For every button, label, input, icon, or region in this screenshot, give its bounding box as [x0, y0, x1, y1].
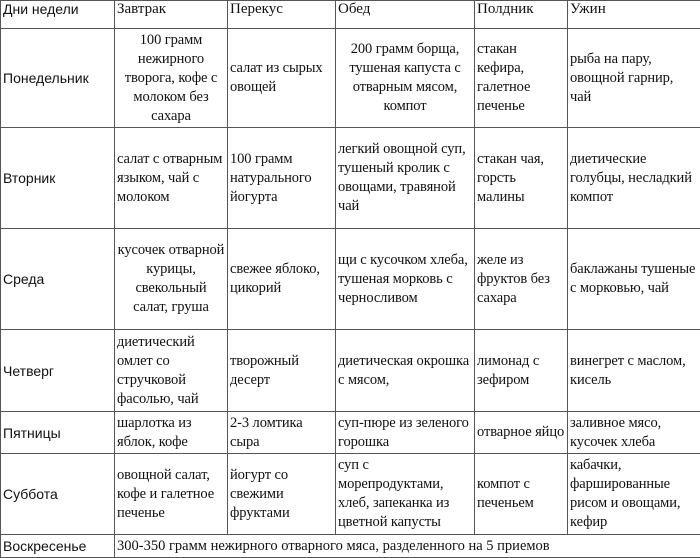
- header-afternoon-snack: Полдник: [475, 1, 568, 29]
- snack-cell: салат из сырых овощей: [228, 29, 336, 128]
- day-cell: Пятницы: [1, 412, 115, 454]
- afternoon-snack-cell: лимонад с зефиром: [475, 330, 568, 412]
- afternoon-snack-cell: отварное яйцо: [475, 412, 568, 454]
- snack-cell: творожный десерт: [228, 330, 336, 412]
- afternoon-snack-cell: компот с печеньем: [475, 454, 568, 535]
- day-cell: Вторник: [1, 128, 115, 229]
- afternoon-snack-cell: желе из фруктов без сахара: [475, 229, 568, 330]
- header-lunch: Обед: [336, 1, 475, 29]
- table-row-wednesday: [1, 229, 700, 330]
- breakfast-cell: кусочек отварной курицы, свекольный салат, груша: [115, 229, 228, 330]
- table-row-saturday: [1, 454, 700, 535]
- day-cell: Понедельник: [1, 29, 115, 128]
- header-dinner: Ужин: [568, 1, 700, 29]
- dinner-cell: рыба на пару, овощной гарнир, чай: [568, 29, 700, 128]
- table-row-thursday: [1, 330, 700, 412]
- dinner-cell: диетические голубцы, несладкий компот: [568, 128, 700, 229]
- table-row-friday: [1, 412, 700, 454]
- snack-cell: свежее яблоко, цикорий: [228, 229, 336, 330]
- snack-cell: 100 грамм натурального йогурта: [228, 128, 336, 229]
- snack-cell: 2-3 ломтика сыра: [228, 412, 336, 454]
- afternoon-snack-cell: стакан кефира, галетное печенье: [475, 29, 568, 128]
- dinner-cell: кабачки, фаршированные рисом и овощами, кефир: [568, 454, 700, 535]
- lunch-cell: суп-пюре из зеленого горошка: [336, 412, 475, 454]
- table-header: [1, 1, 700, 29]
- breakfast-cell: салат с отварным языком, чай с молоком: [115, 128, 228, 229]
- header-breakfast: Завтрак: [115, 1, 228, 29]
- day-cell: Среда: [1, 229, 115, 330]
- lunch-cell: суп с морепродуктами, хлеб, запеканка из цветной капусты: [336, 454, 475, 535]
- snack-cell: йогурт со свежими фруктами: [228, 454, 336, 535]
- dinner-cell: заливное мясо, кусочек хлеба: [568, 412, 700, 454]
- table-body: [1, 29, 700, 558]
- breakfast-cell: овощной салат, кофе и галетное печенье: [115, 454, 228, 535]
- dinner-cell: винегрет с маслом, кисель: [568, 330, 700, 412]
- day-cell: Четверг: [1, 330, 115, 412]
- table-row-tuesday: [1, 128, 700, 229]
- header-snack: Перекус: [228, 1, 336, 29]
- sunday-all-day-cell: 300-350 грамм нежирного отварного мяса, разделенного на 5 приемов: [115, 535, 700, 558]
- header-days: Дни недели: [1, 1, 115, 29]
- table-row-monday: [1, 29, 700, 128]
- breakfast-cell: диетический омлет со стручковой фасолью, чай: [115, 330, 228, 412]
- table-row-sunday: [1, 535, 700, 558]
- breakfast-cell: 100 грамм нежирного творога, кофе с молоком без сахара: [115, 29, 228, 128]
- breakfast-cell: шарлотка из яблок, кофе: [115, 412, 228, 454]
- dinner-cell: баклажаны тушеные с морковью, чай: [568, 229, 700, 330]
- lunch-cell: щи с кусочком хлеба, тушеная морковь с черносливом: [336, 229, 475, 330]
- afternoon-snack-cell: стакан чая, горсть малины: [475, 128, 568, 229]
- header-row: [1, 1, 700, 29]
- day-cell: Суббота: [1, 454, 115, 535]
- lunch-cell: легкий овощной суп, тушеный кролик с овощами, травяной чай: [336, 128, 475, 229]
- day-cell: Воскресенье: [1, 535, 115, 558]
- lunch-cell: диетическая окрошка с мясом,: [336, 330, 475, 412]
- lunch-cell: 200 грамм борща, тушеная капуста с отварным мясом, компот: [336, 29, 475, 128]
